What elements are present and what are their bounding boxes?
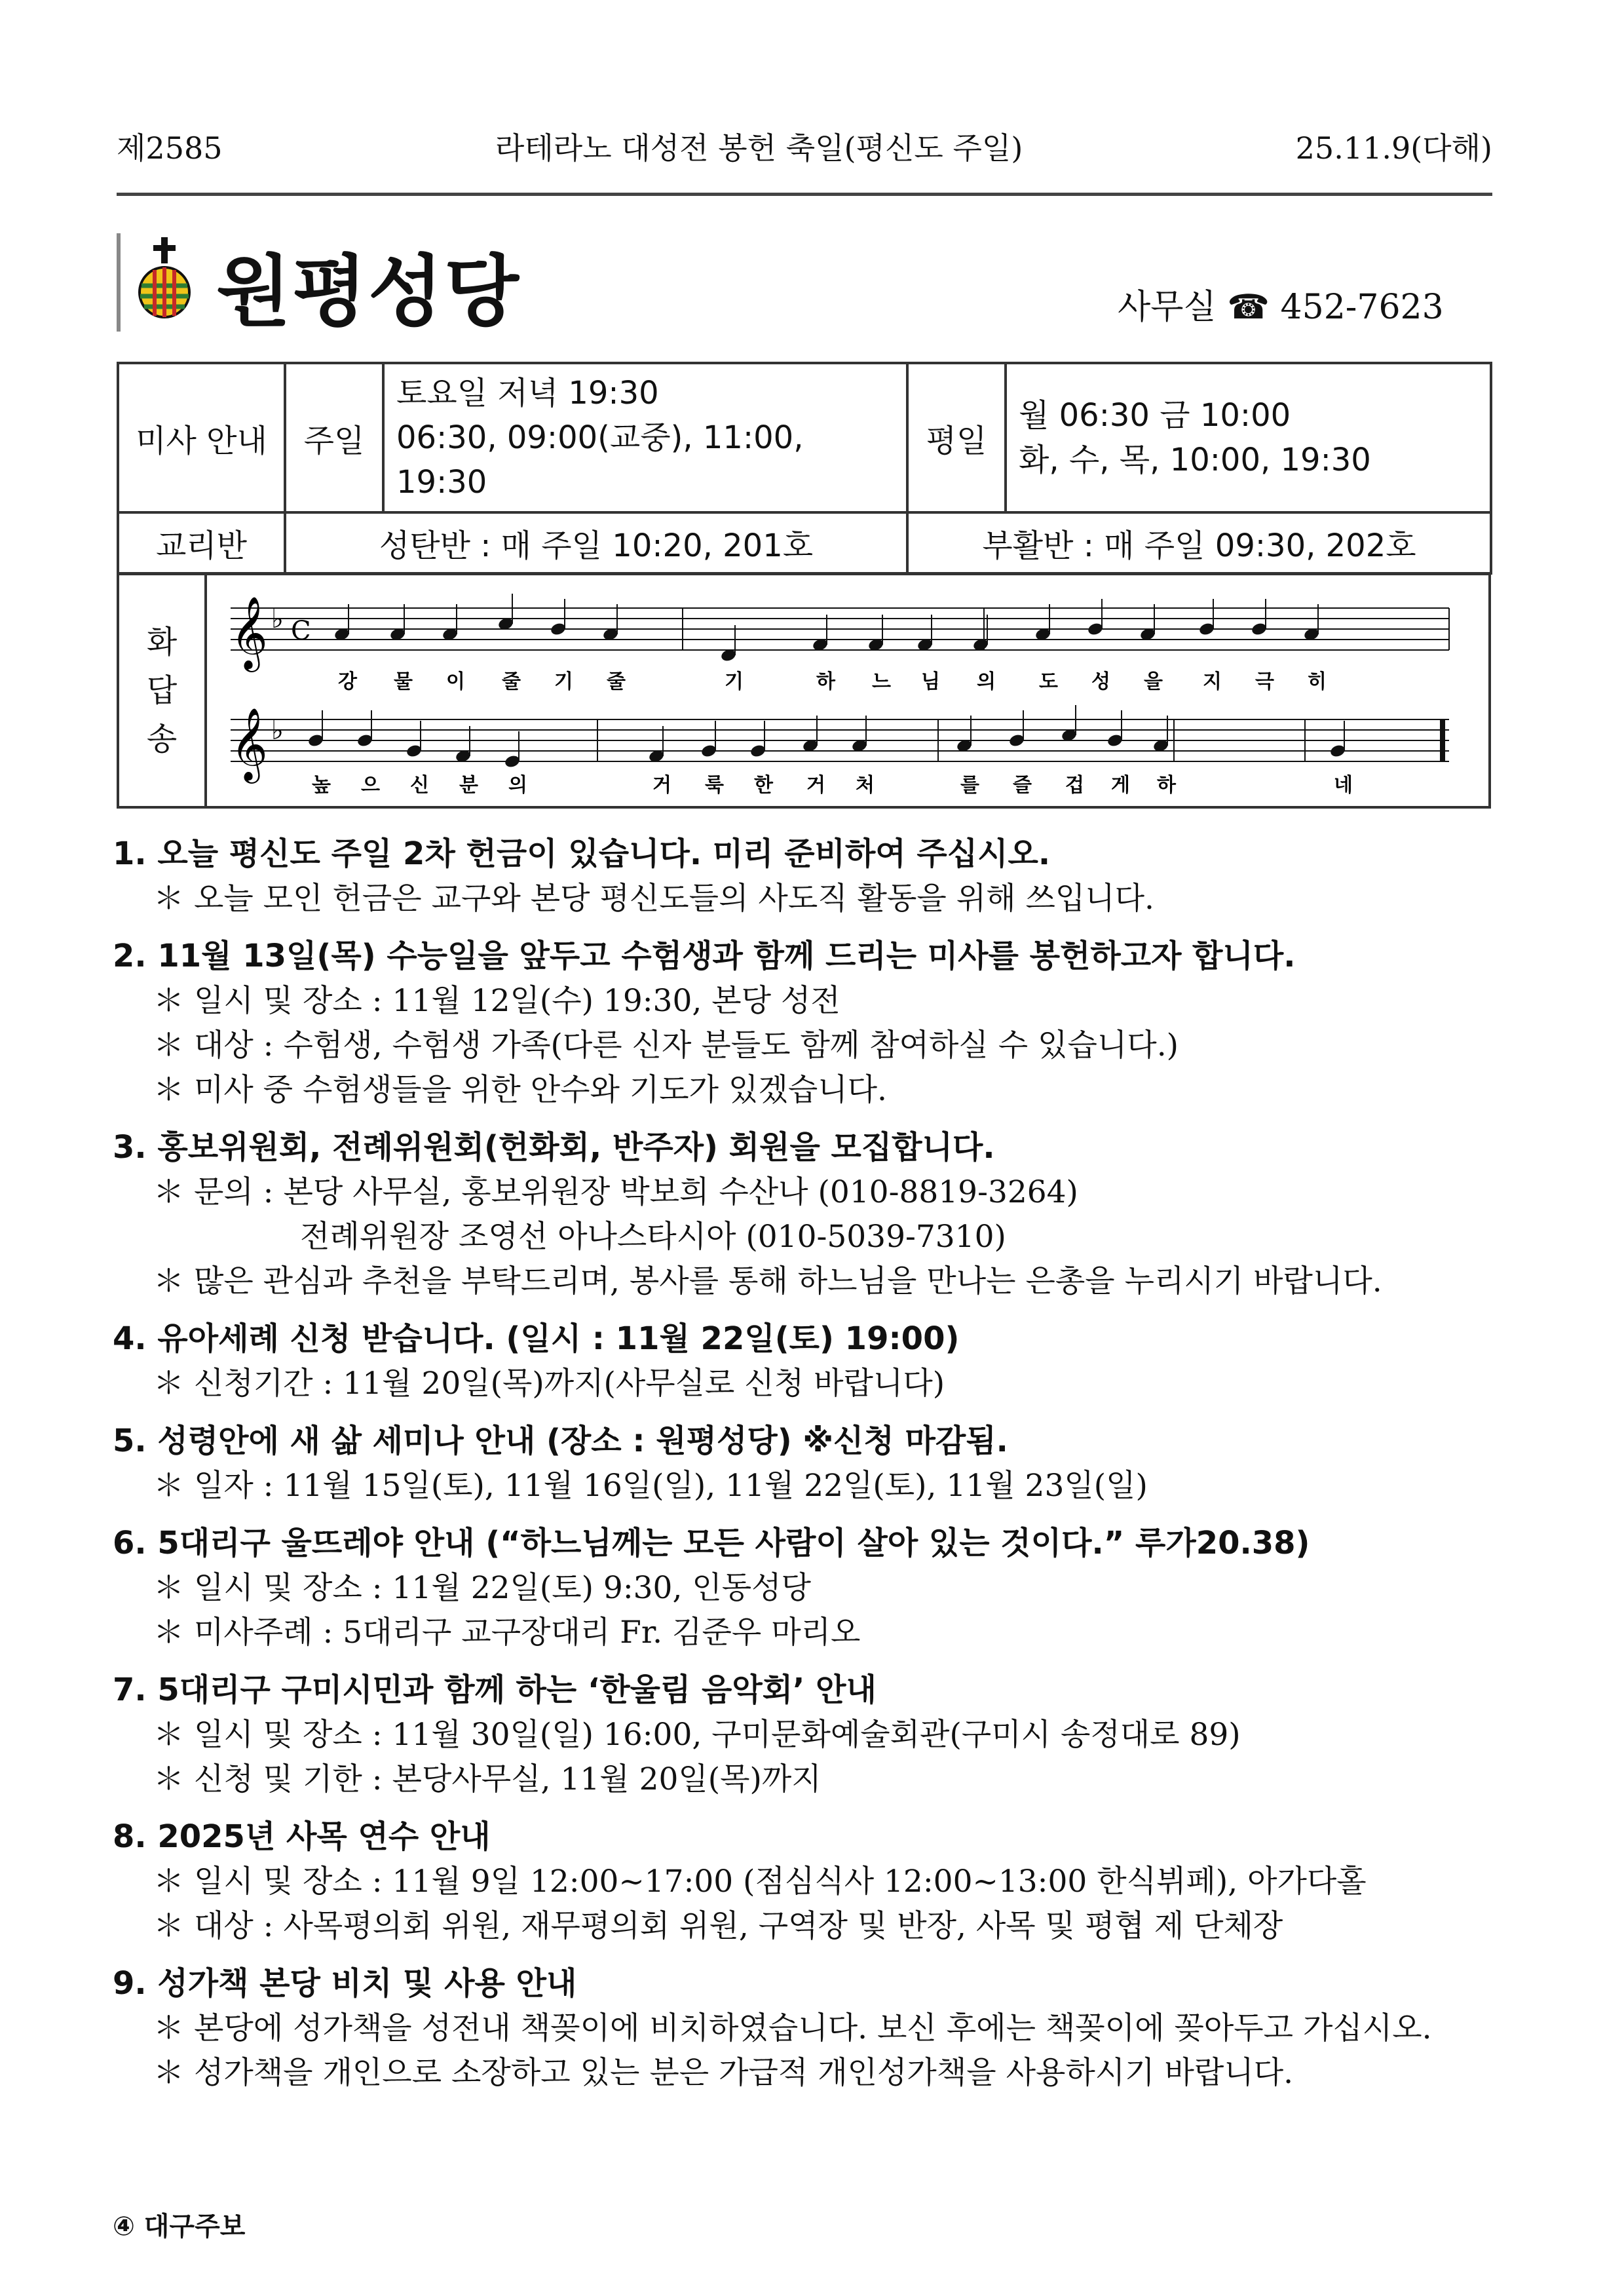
lyric-syllable: 성 — [1091, 670, 1110, 693]
lyric-syllable: 룩 — [705, 774, 724, 797]
lyric-syllable: 지 — [1203, 670, 1222, 693]
mass-schedule-table — [117, 362, 1492, 575]
sunday-times-line1: 토요일 저녁 19:30 — [396, 375, 659, 411]
sunday-times-line2: 06:30, 09:00(교중), 11:00, 19:30 — [396, 419, 804, 501]
responsorial-label-char: 송 — [146, 721, 178, 757]
notice-item-6 — [113, 1520, 1495, 1655]
music-score — [231, 588, 1469, 798]
christmas-class: 성탄반 : 매 주일 10:20, 201호 — [285, 512, 907, 573]
feast-title: 라테라노 대성전 봉헌 축일(평신도 주일) — [495, 130, 1023, 166]
notice-title: 4. 유아세례 신청 받습니다. (일시 : 11월 22일(토) 19:00) — [113, 1320, 960, 1357]
weekday-times — [1006, 363, 1491, 512]
lyric-syllable: 히 — [1308, 670, 1327, 693]
notice-title: 3. 홍보위원회, 전례위원회(헌화회, 반주자) 회원을 모집합니다. — [113, 1129, 995, 1166]
lyric-syllable: 의 — [508, 774, 527, 797]
mass-info-label: 미사 안내 — [118, 363, 285, 512]
notice-title: 5. 성령안에 새 삶 세미나 안내 (장소 : 원평성당) ※신청 마감됨. — [113, 1423, 1008, 1459]
lyric-syllable: 이 — [446, 670, 465, 693]
page-footer: ④ 대구주보 — [113, 2211, 246, 2242]
lyric-syllable: 처 — [856, 774, 875, 797]
notice-detail: ＊ 일시 및 장소 : 11월 22일(토) 9:30, 인동성당 — [153, 1570, 811, 1606]
issue-number: 제2585 — [117, 130, 223, 166]
responsorial-label-char: 답 — [146, 672, 178, 709]
weekday-times-line1: 월 06:30 금 10:00 — [1019, 397, 1291, 434]
lyric-syllable: 게 — [1111, 774, 1130, 797]
notice-title: 7. 5대리구 구미시민과 함께 하는 ‘한울림 음악회’ 안내 — [113, 1672, 877, 1708]
lyric-syllable: 물 — [394, 670, 413, 693]
notice-detail: ＊ 미사주례 : 5대리구 교구장대리 Fr. 김준우 마리오 — [153, 1615, 861, 1651]
notice-detail: ＊ 일시 및 장소 : 11월 30일(일) 16:00, 구미문화예술회관(구미시 송정대로 89) — [153, 1717, 1241, 1753]
lyric-syllable: 의 — [977, 670, 996, 693]
lyric-syllable: 즐 — [1013, 774, 1032, 797]
lyric-syllable: 도 — [1039, 670, 1058, 693]
lyric-syllable: 겁 — [1065, 774, 1084, 797]
notice-title: 9. 성가책 본당 비치 및 사용 안내 — [113, 1965, 577, 2002]
lyric-syllable: 으 — [361, 774, 380, 797]
lyric-syllable: 느 — [872, 670, 891, 693]
notice-detail: ＊ 본당에 성가책을 성전내 책꽂이에 비치하였습니다. 보신 후에는 책꽂이에 꽂아두고 가십시오. — [153, 2010, 1432, 2046]
flat-sign-icon: ♭ — [271, 716, 284, 746]
treble-clef-icon: 𝄞 — [231, 707, 268, 780]
lyric-syllable: 거 — [652, 774, 671, 797]
lyric-syllable: 를 — [960, 774, 979, 797]
notice-item-2 — [113, 933, 1495, 1113]
lyric-syllable: 기 — [554, 670, 573, 693]
lyric-syllable: 분 — [459, 774, 478, 797]
notice-detail: ＊ 문의 : 본당 사무실, 홍보위원장 박보희 수산나 (010-8819-3264) — [153, 1174, 1078, 1210]
notice-item-8 — [113, 1814, 1495, 1949]
parish-name: 원평성당 — [216, 246, 520, 337]
common-time-icon: C — [291, 616, 311, 646]
logo-divider — [117, 233, 121, 332]
lyric-syllable: 네 — [1334, 774, 1353, 797]
office-label: 사무실 — [1118, 288, 1217, 327]
notice-title: 1. 오늘 평신도 주일 2차 헌금이 있습니다. 미리 준비하여 주십시오. — [113, 835, 1051, 872]
lyric-syllable: 님 — [921, 670, 940, 693]
lyric-syllable: 줄 — [607, 670, 626, 693]
lyric-syllable: 을 — [1144, 670, 1163, 693]
notice-item-3 — [113, 1124, 1495, 1304]
lyric-syllable: 거 — [806, 774, 825, 797]
notice-detail: ＊ 많은 관심과 추천을 부탁드리며, 봉사를 통해 하느님을 만나는 은총을 누리시기 바랍니다. — [153, 1263, 1382, 1299]
responsorial-psalm-box — [117, 573, 1491, 809]
office-contact — [1118, 279, 1444, 328]
lyric-syllable: 줄 — [502, 670, 521, 693]
lyric-syllable: 하 — [1157, 774, 1176, 797]
notice-detail: ＊ 대상 : 사목평의회 위원, 재무평의회 위원, 구역장 및 반장, 사목 및 평협 제 단체장 — [153, 1908, 1283, 1944]
notice-detail: ＊ 일자 : 11월 15일(토), 11월 16일(일), 11월 22일(토), 11월 23일(일) — [153, 1468, 1148, 1504]
notice-detail: ＊ 일시 및 장소 : 11월 12일(수) 19:30, 본당 성전 — [153, 983, 840, 1019]
notice-detail: ＊ 신청 및 기한 : 본당사무실, 11월 20일(목)까지 — [153, 1761, 821, 1797]
treble-clef-icon: 𝄞 — [231, 596, 268, 669]
easter-class: 부활반 : 매 주일 09:30, 202호 — [907, 512, 1491, 573]
lyric-syllable: 높 — [312, 774, 331, 797]
telephone-icon: ☎ — [1227, 288, 1270, 327]
lyric-syllable: 강 — [338, 670, 357, 693]
header-divider — [117, 193, 1492, 196]
notice-detail: ＊ 신청기간 : 11월 20일(목)까지(사무실로 신청 바랍니다) — [153, 1366, 945, 1402]
responsorial-label — [119, 575, 207, 806]
weekday-times-line2: 화, 수, 목, 10:00, 19:30 — [1019, 442, 1371, 478]
church-cross-icon — [128, 236, 200, 321]
notice-title: 2. 11월 13일(목) 수능일을 앞두고 수험생과 함께 드리는 미사를 봉헌하고자 합니다. — [113, 938, 1296, 974]
notice-detail: ＊ 미사 중 수험생들을 위한 안수와 기도가 있겠습니다. — [153, 1072, 887, 1108]
notice-detail: ＊ 성가책을 개인으로 소장하고 있는 분은 가급적 개인성가책을 사용하시기 바랍니다. — [153, 2055, 1294, 2091]
lyric-syllable: 기 — [725, 670, 744, 693]
lyric-syllable: 한 — [754, 774, 773, 797]
notice-detail: ＊ 일시 및 장소 : 11월 9일 12:00~17:00 (점심식사 12:00~13:00 한식뷔페), 아가다홀 — [153, 1864, 1367, 1900]
notice-list — [113, 831, 1495, 2107]
notice-title: 6. 5대리구 울뜨레야 안내 (“하느님께는 모든 사람이 살아 있는 것이다.” 루가20.38) — [113, 1525, 1310, 1561]
page-header — [117, 124, 1492, 168]
notice-item-7 — [113, 1667, 1495, 1802]
issue-date: 25.11.9(다해) — [1295, 130, 1492, 166]
weekday-label: 평일 — [907, 363, 1006, 512]
responsorial-label-char: 화 — [146, 624, 178, 660]
notice-item-9 — [113, 1961, 1495, 2095]
flat-sign-icon: ♭ — [271, 604, 284, 634]
lyric-syllable: 극 — [1255, 670, 1274, 693]
office-phone: 452-7623 — [1280, 288, 1444, 327]
lyric-syllable: 신 — [410, 774, 429, 797]
notice-detail: 전례위원장 조영선 아나스타시아 (010-5039-7310) — [300, 1219, 1006, 1255]
notice-detail: ＊ 대상 : 수험생, 수험생 가족(다른 신자 분들도 함께 참여하실 수 있습니다.) — [153, 1027, 1179, 1063]
notice-item-5 — [113, 1418, 1495, 1508]
notice-detail: ＊ 오늘 모인 헌금은 교구와 본당 평신도들의 사도직 활동을 위해 쓰입니다. — [153, 881, 1154, 917]
notice-title: 8. 2025년 사목 연수 안내 — [113, 1818, 491, 1855]
notice-item-1 — [113, 831, 1495, 921]
sunday-times — [383, 363, 907, 512]
lyric-syllable: 하 — [816, 670, 835, 693]
notice-item-4 — [113, 1316, 1495, 1406]
sunday-label: 주일 — [285, 363, 383, 512]
catechism-label: 교리반 — [118, 512, 285, 573]
